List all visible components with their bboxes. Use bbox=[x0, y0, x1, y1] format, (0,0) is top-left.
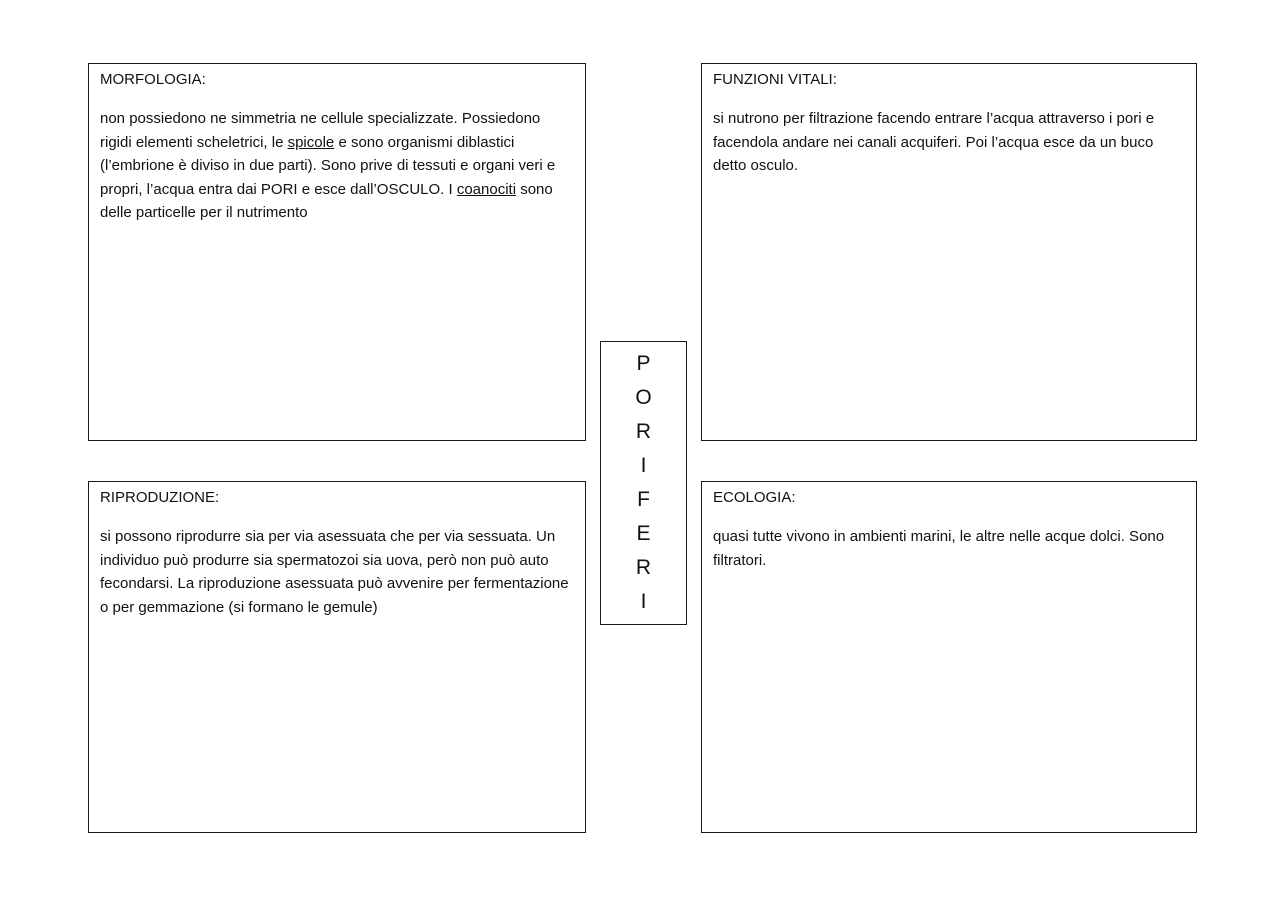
riproduzione-box bbox=[88, 481, 586, 833]
ecologia-box bbox=[701, 481, 1197, 833]
morfologia-text-part-3: sono delle particelle per il nutrimento bbox=[100, 180, 553, 221]
title-letter: I bbox=[640, 590, 647, 613]
term-coanociti: coanociti bbox=[456, 180, 517, 198]
title-letter: R bbox=[635, 420, 652, 443]
morfologia-text-part-2: e sono organismi diblastici (l’embrione è diviso in due parti). Sono prive di tessuti e organi veri e propri, l’acqua entra dai PORI e esce dall’OSCULO. I bbox=[100, 133, 556, 198]
riproduzione-heading: RIPRODUZIONE: bbox=[100, 489, 220, 506]
porifera-title-box bbox=[600, 341, 687, 625]
title-letter: F bbox=[637, 488, 650, 511]
title-letter: I bbox=[640, 454, 647, 477]
title-letter: E bbox=[636, 522, 651, 545]
term-spicole: spicole bbox=[287, 133, 335, 151]
funzioni-vitali-text: si nutrono per filtrazione facendo entrare l’acqua attraverso i pori e facendola andare nei canali acquiferi. Poi l’acqua esce da un buco detto osculo. bbox=[713, 110, 1155, 174]
morfologia-text-part-1: non possiedono ne simmetria ne cellule specializzate. Possiedono rigidi elementi scheletrici, le bbox=[100, 110, 541, 151]
morfologia-box bbox=[88, 63, 586, 441]
funzioni-vitali-box bbox=[701, 63, 1197, 441]
ecologia-heading: ECOLOGIA: bbox=[713, 489, 796, 506]
funzioni-vitali-heading: FUNZIONI VITALI: bbox=[713, 71, 837, 88]
title-letter: P bbox=[636, 352, 651, 375]
title-letter: O bbox=[635, 386, 652, 409]
riproduzione-text: si possono riprodurre sia per via asessuata che per via sessuata. Un individuo può produrre sia spermatozoi sia uova, però non può auto fecondarsi. La riproduzione asessuata può avvenire per fermentazione o per gemmazione (si formano le gemule) bbox=[100, 528, 569, 616]
title-letter: R bbox=[635, 556, 652, 579]
ecologia-text: quasi tutte vivono in ambienti marini, le altre nelle acque dolci. Sono filtratori. bbox=[713, 528, 1165, 569]
morfologia-text bbox=[100, 107, 574, 225]
morfologia-heading: MORFOLOGIA: bbox=[100, 71, 206, 88]
